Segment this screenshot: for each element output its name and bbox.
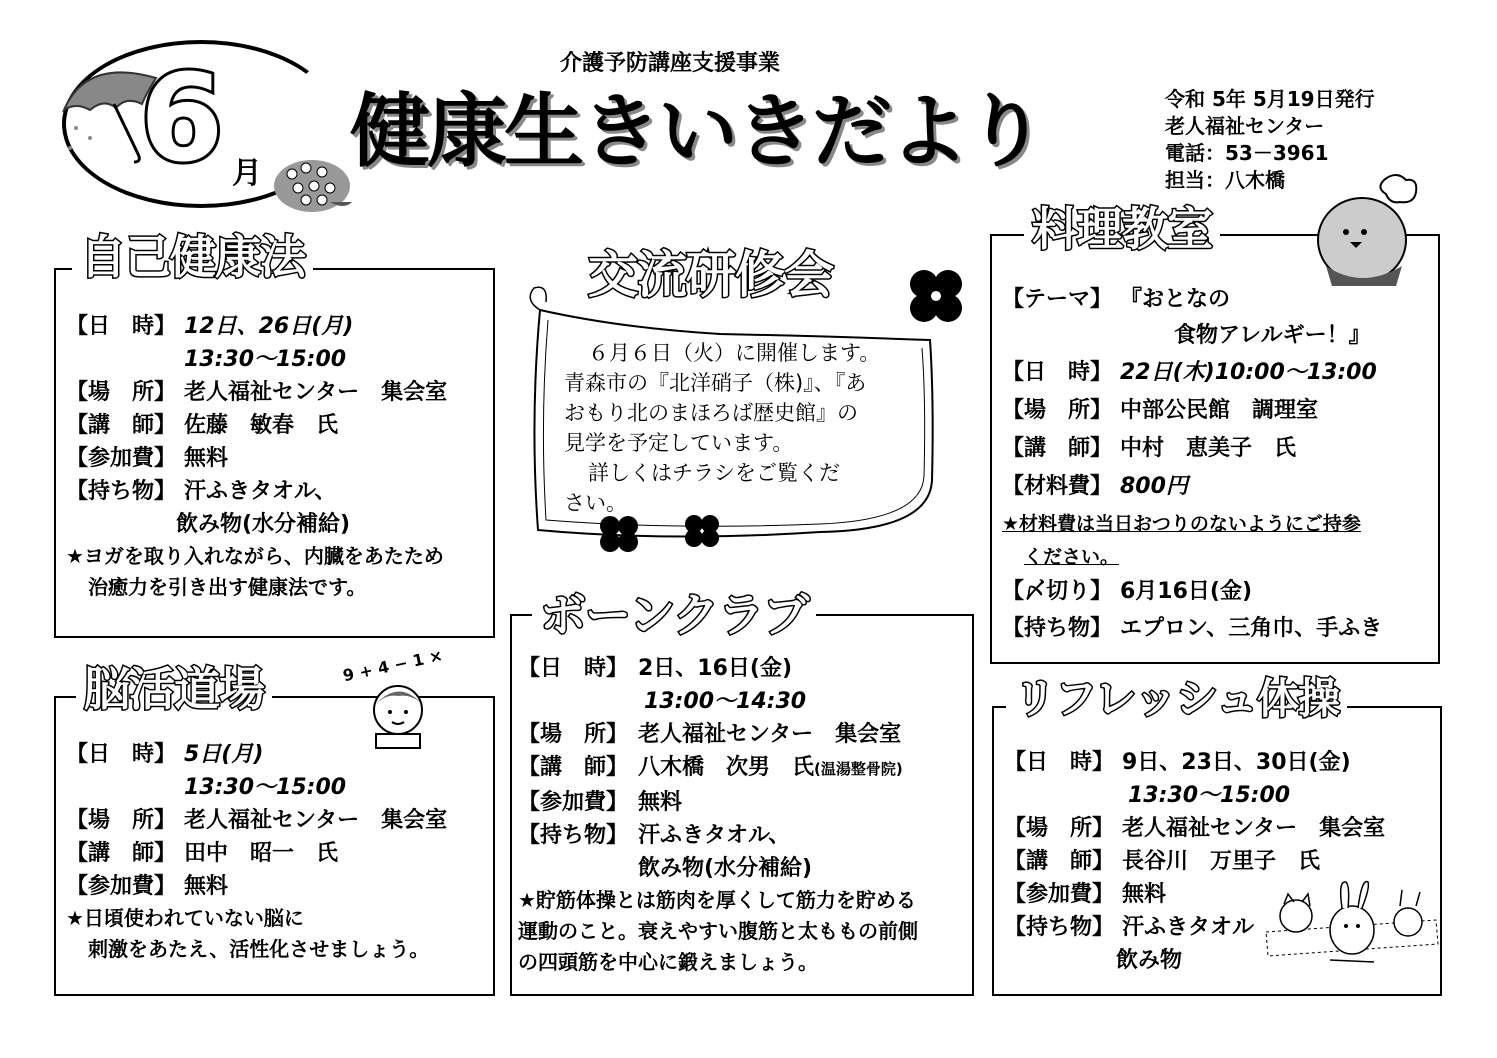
noukatsu-lecturer-value: 田中 昭一 氏 — [184, 841, 339, 866]
ryori-note-2: ください。 — [1024, 546, 1120, 568]
koryu-line-2: 青森市の『北洋硝子（株)』、『あ — [564, 371, 867, 395]
bone-dt-value: 2日、16日(金) — [638, 656, 793, 681]
bone-fee-value: 無料 — [638, 790, 683, 815]
refresh-heading: リフレッシュ体操 — [1006, 678, 1347, 720]
jiko-lecturer-label: 【講 師】 — [66, 413, 177, 438]
noukatsu-heading: 脳活道場 — [76, 666, 272, 712]
refresh-lecturer-value: 長谷川 万里子 氏 — [1122, 849, 1321, 874]
jiko-bring-value-2: 飲み物(水分補給) — [176, 512, 351, 537]
refresh-fee-value: 無料 — [1122, 882, 1167, 907]
bone-details — [518, 652, 918, 978]
koryu-body — [564, 338, 880, 518]
program-subtitle: 介護予防講座支援事業 — [560, 51, 781, 76]
bone-place-value: 老人福祉センター 集会室 — [638, 722, 902, 747]
refresh-bring-value: 汗ふきタオル — [1122, 915, 1255, 940]
issue-org: 老人福祉センター — [1165, 114, 1325, 138]
jiko-bring-label: 【持ち物】 — [66, 479, 177, 504]
jiko-heading: 自己健康法 — [72, 234, 313, 280]
refresh-place-label: 【場 所】 — [1004, 816, 1115, 841]
issue-date: 令和 5年 5月19日発行 — [1165, 87, 1375, 111]
issue-phone: 電話：53－3961 — [1165, 141, 1329, 165]
jiko-place-label: 【場 所】 — [66, 380, 177, 405]
jiko-fee-value: 無料 — [184, 446, 229, 471]
math-doodle: 9 + 4 − 1 × — [341, 645, 445, 686]
jiko-bring-value: 汗ふきタオル、 — [184, 479, 337, 504]
bone-note-2: 運動のこと。衰えやすい腹筋と太ももの前側 — [518, 919, 918, 943]
noukatsu-details — [66, 738, 447, 965]
refresh-fee-label: 【参加費】 — [1004, 882, 1115, 907]
bone-bring-label: 【持ち物】 — [518, 823, 629, 848]
ryori-lecturer-label: 【講 師】 — [1002, 436, 1113, 461]
ryori-deadline-label: 【〆切り】 — [1002, 579, 1113, 604]
refresh-bring-value-2: 飲み物 — [1116, 948, 1183, 973]
refresh-dt-label: 【日 時】 — [1004, 750, 1115, 775]
noukatsu-note-2: 刺激をあたえ、活性化させましょう。 — [88, 937, 430, 961]
ryori-bring-value: エプロン、三角巾、手ふき — [1120, 616, 1383, 641]
jiko-details — [66, 310, 447, 603]
koryu-line-4: 見学を予定しています。 — [564, 431, 794, 455]
koryu-line-6: さい。 — [564, 491, 627, 515]
refresh-dt-value: 9日、23日、30日(金) — [1122, 750, 1351, 775]
ryori-fee-value: 800円 — [1120, 474, 1188, 499]
jiko-dt-label: 【日 時】 — [66, 314, 177, 339]
noukatsu-lecturer-label: 【講 師】 — [66, 841, 177, 866]
noukatsu-fee-value: 無料 — [184, 874, 229, 899]
jiko-dt-value: 12日、26日(月) — [184, 314, 354, 339]
koryu-line-5: 詳しくはチラシをご覧くだ — [588, 461, 840, 485]
refresh-lecturer-label: 【講 師】 — [1004, 849, 1115, 874]
koryu-heading: 交流研修会 — [580, 250, 841, 300]
jiko-time-value: 13:30～15:00 — [184, 347, 347, 372]
bone-place-label: 【場 所】 — [518, 722, 629, 747]
ryori-deadline-value: 6月16日(金) — [1120, 579, 1253, 604]
ryori-place-label: 【場 所】 — [1002, 398, 1113, 423]
jiko-note-1: ★ヨガを取り入れながら、内臓をあたため — [66, 544, 444, 568]
bone-note-3: の四頭筋を中心に鍛えましょう。 — [518, 950, 818, 974]
ryori-fee-label: 【材料費】 — [1002, 474, 1113, 499]
refresh-bring-label: 【持ち物】 — [1004, 915, 1115, 940]
ryori-dt-label: 【日 時】 — [1002, 360, 1113, 385]
koryu-line-3: おもり北のまほろば歴史館』の — [564, 401, 858, 425]
month-suffix: 月 — [232, 156, 262, 191]
bone-time-value: 13:00～14:30 — [644, 689, 807, 714]
noukatsu-dt-value: 5日(月) — [184, 742, 264, 767]
bone-lecturer-label: 【講 師】 — [518, 755, 629, 780]
month-number: 6 — [140, 50, 224, 189]
refresh-time-value: 13:30～15:00 — [1128, 783, 1291, 808]
ryori-theme-value-2: 食物アレルギー！』 — [1174, 323, 1371, 348]
noukatsu-place-label: 【場 所】 — [66, 808, 177, 833]
bone-heading: ボーンクラブ — [532, 592, 816, 638]
bone-lecturer-note: (温湯整骨院) — [814, 760, 903, 778]
chick-chef-icon — [1306, 170, 1426, 300]
animals-exercising-icon — [1262, 870, 1440, 980]
jiko-lecturer-value: 佐藤 敏春 氏 — [184, 413, 339, 438]
refresh-place-value: 老人福祉センター 集会室 — [1122, 816, 1386, 841]
ryori-heading: 料理教室 — [1024, 206, 1220, 252]
bone-fee-label: 【参加費】 — [518, 790, 629, 815]
ryori-theme-value: 『おとなの — [1120, 287, 1231, 312]
noukatsu-time-value: 13:30～15:00 — [184, 775, 347, 800]
clover-icon — [896, 262, 980, 332]
noukatsu-note-1: ★日頃使われていない脳に — [66, 906, 304, 930]
bone-lecturer-value: 八木橋 次男 氏 — [638, 755, 815, 780]
newsletter-title: 健康生きいきだより — [350, 85, 1043, 178]
jiko-place-value: 老人福祉センター 集会室 — [184, 380, 448, 405]
bone-bring-value: 汗ふきタオル、 — [638, 823, 791, 848]
ryori-note-1: ★材料費は当日おつりのないようにご持参 — [1002, 513, 1361, 535]
issue-contact: 担当：八木橋 — [1165, 168, 1285, 192]
bone-bring-value-2: 飲み物(水分補給) — [638, 856, 813, 881]
jiko-note-2: 治癒力を引き出す健康法です。 — [88, 575, 367, 599]
flower-pair-icon — [590, 508, 730, 560]
bone-note-1: ★貯筋体操とは筋肉を厚くして筋力を貯める — [518, 888, 916, 912]
hydrangea-icon — [270, 150, 354, 214]
jiko-fee-label: 【参加費】 — [66, 446, 177, 471]
koryu-line-1: ６月６日（火）に開催します。 — [588, 341, 881, 365]
ryori-theme-label: 【テーマ】 — [1002, 287, 1113, 312]
noukatsu-place-value: 老人福祉センター 集会室 — [184, 808, 448, 833]
ryori-lecturer-value: 中村 恵美子 氏 — [1120, 436, 1297, 461]
ryori-details — [1002, 282, 1382, 646]
ryori-dt-value: 22日(木)10:00～13:00 — [1120, 360, 1377, 385]
ryori-place-value: 中部公民館 調理室 — [1120, 398, 1319, 423]
bone-dt-label: 【日 時】 — [518, 656, 629, 681]
ryori-bring-label: 【持ち物】 — [1002, 616, 1113, 641]
noukatsu-dt-label: 【日 時】 — [66, 742, 177, 767]
noukatsu-fee-label: 【参加費】 — [66, 874, 177, 899]
